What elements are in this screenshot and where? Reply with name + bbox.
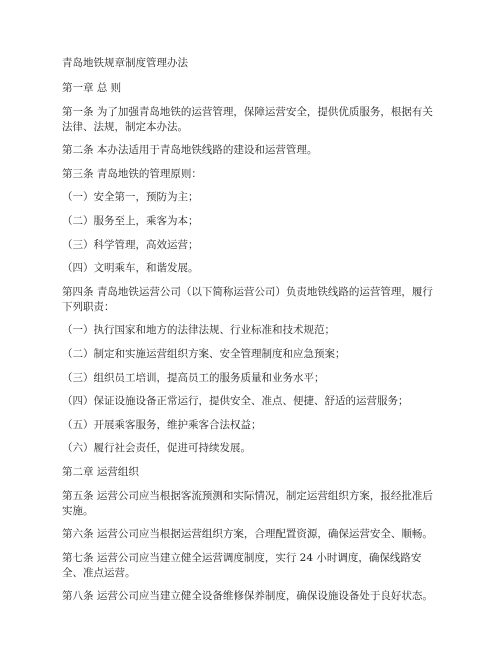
- article-1: 第一条 为了加强青岛地铁的运营管理，保障运营安全，提供优质服务，根据有关法律、法规，制定本办法。: [62, 105, 433, 133]
- article-7: 第七条 运营公司应当建立健全运营调度制度，实行 24 小时调度，确保线路安全、准点运营。: [62, 551, 422, 579]
- article-3-item-4: （四）文明乘车，和谐发展。: [62, 262, 199, 275]
- article-4-item-3: （三）组织员工培训，提高员工的服务质量和业务水平；: [62, 371, 325, 384]
- article-4-item-1: （一）执行国家和地方的法律法规、行业标准和技术规范；: [62, 324, 335, 337]
- article-4-item-5: （五）开展乘客服务，维护乘客合法权益；: [62, 418, 262, 431]
- article-4-item-6: （六）履行社会责任，促进可持续发展。: [62, 442, 251, 455]
- article-4-item-4: （四）保证设施设备正常运行，提供安全、准点、便捷、舒适的运营服务；: [62, 395, 409, 408]
- document-title: 青岛地铁规章制度管理办法: [62, 57, 188, 69]
- article-3-item-2: （二）服务至上，乘客为本；: [62, 214, 199, 227]
- article-2: 第二条 本办法适用于青岛地铁线路的建设和运营管理。: [62, 144, 318, 157]
- chapter-2-heading: 第二章 运营组织: [62, 465, 139, 478]
- document-page: [62, 56, 442, 613]
- article-8: 第八条 运营公司应当建立健全设备维修保养制度，确保设施设备处于良好状态。: [62, 590, 433, 603]
- chapter-1-heading: 第一章 总 则: [62, 82, 122, 94]
- article-6: 第六条 运营公司应当根据运营组织方案，合理配置资源，确保运营安全、顺畅。: [62, 528, 433, 541]
- article-3-item-3: （三）科学管理，高效运营；: [62, 238, 199, 251]
- article-3-item-1: （一）安全第一，预防为主；: [62, 191, 199, 204]
- article-4: 第四条 青岛地铁运营公司（以下简称运营公司）负责地铁线路的运营管理，履行下列职责：: [62, 285, 433, 313]
- article-5: 第五条 运营公司应当根据客流预测和实际情况，制定运营组织方案，报经批准后实施。: [62, 489, 433, 517]
- article-4-item-2: （二）制定和实施运营组织方案、安全管理制度和应急预案；: [62, 347, 346, 360]
- article-3: 第三条 青岛地铁的管理原则：: [62, 167, 202, 180]
